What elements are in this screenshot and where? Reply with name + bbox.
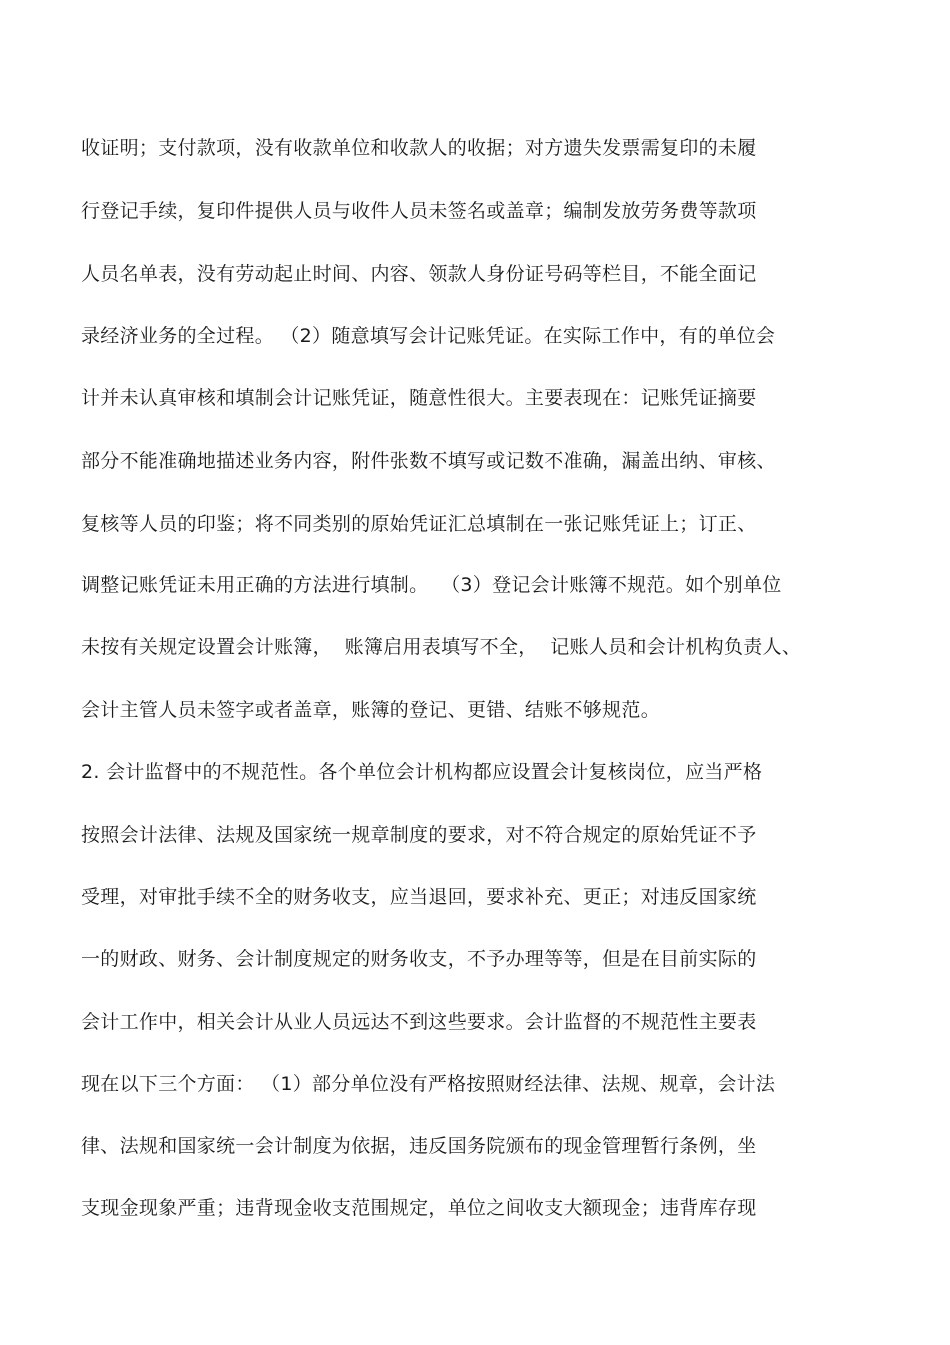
text-line: 复核等人员的印鉴；将不同类别的原始凭证汇总填制在一张记账凭证上；订正、 [81, 513, 757, 535]
text-line: 调整记账凭证未用正确的方法进行填制。 （3）登记会计账簿不规范。如个别单位 [81, 574, 782, 596]
text-line: 一的财政、财务、会计制度规定的财务收支，不予办理等等，但是在目前实际的 [81, 948, 757, 970]
text-line: 会计主管人员未签字或者盖章，账簿的登记、更错、结账不够规范。 [81, 699, 661, 721]
text-line: 收证明；支付款项，没有收款单位和收款人的收据；对方遗失发票需复印的未履 [81, 137, 757, 159]
text-line: 会计工作中，相关会计从业人员远达不到这些要求。会计监督的不规范性主要表 [81, 1011, 757, 1033]
text-line: 未按有关规定设置会计账簿， 账簿启用表填写不全， 记账人员和会计机构负责人、 [81, 636, 802, 658]
text-line: 2. 会计监督中的不规范性。各个单位会计机构都应设置会计复核岗位，应当严格 [81, 761, 763, 783]
text-line: 现在以下三个方面： （1）部分单位没有严格按照财经法律、法规、规章，会计法 [81, 1073, 776, 1095]
text-line: 人员名单表，没有劳动起止时间、内容、领款人身份证号码等栏目，不能全面记 [81, 263, 757, 285]
text-line: 行登记手续，复印件提供人员与收件人员未签名或盖章；编制发放劳务费等款项 [81, 200, 757, 222]
text-line: 录经济业务的全过程。 （2）随意填写会计记账凭证。在实际工作中，有的单位会 [81, 325, 776, 347]
text-line: 部分不能准确地描述业务内容，附件张数不填写或记数不准确，漏盖出纳、审核、 [81, 450, 776, 472]
text-line: 计并未认真审核和填制会计记账凭证，随意性很大。主要表现在：记账凭证摘要 [81, 387, 757, 409]
text-line: 支现金现象严重；违背现金收支范围规定，单位之间收支大额现金；违背库存现 [81, 1197, 757, 1219]
text-line: 按照会计法律、法规及国家统一规章制度的要求，对不符合规定的原始凭证不予 [81, 824, 757, 846]
text-line: 律、法规和国家统一会计制度为依据，违反国务院颁布的现金管理暂行条例，坐 [81, 1135, 757, 1157]
text-line: 受理，对审批手续不全的财务收支，应当退回，要求补充、更正；对违反国家统 [81, 886, 757, 908]
